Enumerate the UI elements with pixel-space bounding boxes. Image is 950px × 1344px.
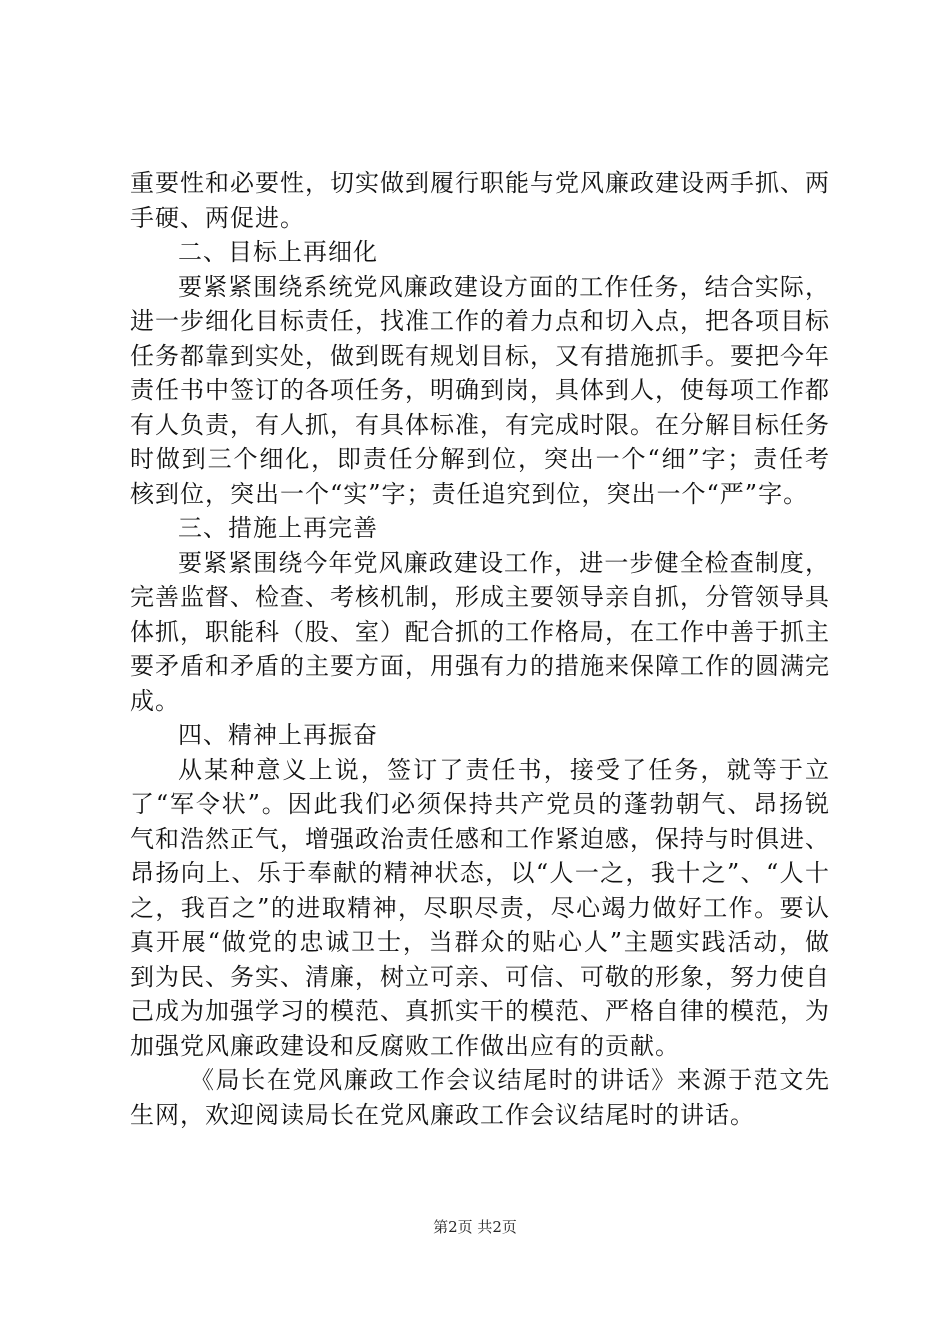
section-heading-3: 三、措施上再完善 [178,514,378,542]
section-heading-4: 四、精神上再振奋 [178,721,378,749]
section-heading-2: 二、目标上再细化 [178,238,378,266]
paragraph-section-3: 要紧紧围绕今年党风廉政建设工作，进一步健全检查制度，完善监督、检查、考核机制，形成主要领导亲自抓，分管领导具体抓，职能科（股、室）配合抓的工作格局，在工作中善于抓主要矛盾和矛盾的主要方面，用强有力的措施来保障工作的圆满完成。 [130,548,830,715]
document-body [130,166,830,1132]
page-number-footer: 第2页 共2页 [433,1218,517,1236]
paragraph-section-2: 要紧紧围绕系统党风廉政建设方面的工作任务，结合实际，进一步细化目标责任，找准工作的着力点和切入点，把各项目标任务都靠到实处，做到既有规划目标，又有措施抓手。要把今年责任书中签订的各项任务，明确到岗，具体到人，使每项工作都有人负责，有人抓，有具体标准，有完成时限。在分解目标任务时做到三个细化，即责任分解到位，突出一个“细”字；责任考核到位，突出一个“实”字；责任追究到位，突出一个“严”字。 [130,272,830,508]
paragraph-continuation: 重要性和必要性，切实做到履行职能与党风廉政建设两手抓、两手硬、两促进。 [130,169,830,232]
source-note: 《局长在党风廉政工作会议结尾时的讲话》来源于范文先生网，欢迎阅读局长在党风廉政工作会议结尾时的讲话。 [130,1066,830,1129]
paragraph-section-4: 从某种意义上说，签订了责任书，接受了任务，就等于立了“军令状”。因此我们必须保持共产党员的蓬勃朝气、昂扬锐气和浩然正气，增强政治责任感和工作紧迫感，保持与时俱进、昂扬向上、乐于奉献的精神状态，以“人一之，我十之”、“人十之，我百之”的进取精神，尽职尽责，尽心竭力做好工作。要认真开展“做党的忠诚卫士，当群众的贴心人”主题实践活动，做到为民、务实、清廉，树立可亲、可信、可敬的形象，努力使自己成为加强学习的模范、真抓实干的模范、严格自律的模范，为加强党风廉政建设和反腐败工作做出应有的贡献。 [130,755,830,1060]
